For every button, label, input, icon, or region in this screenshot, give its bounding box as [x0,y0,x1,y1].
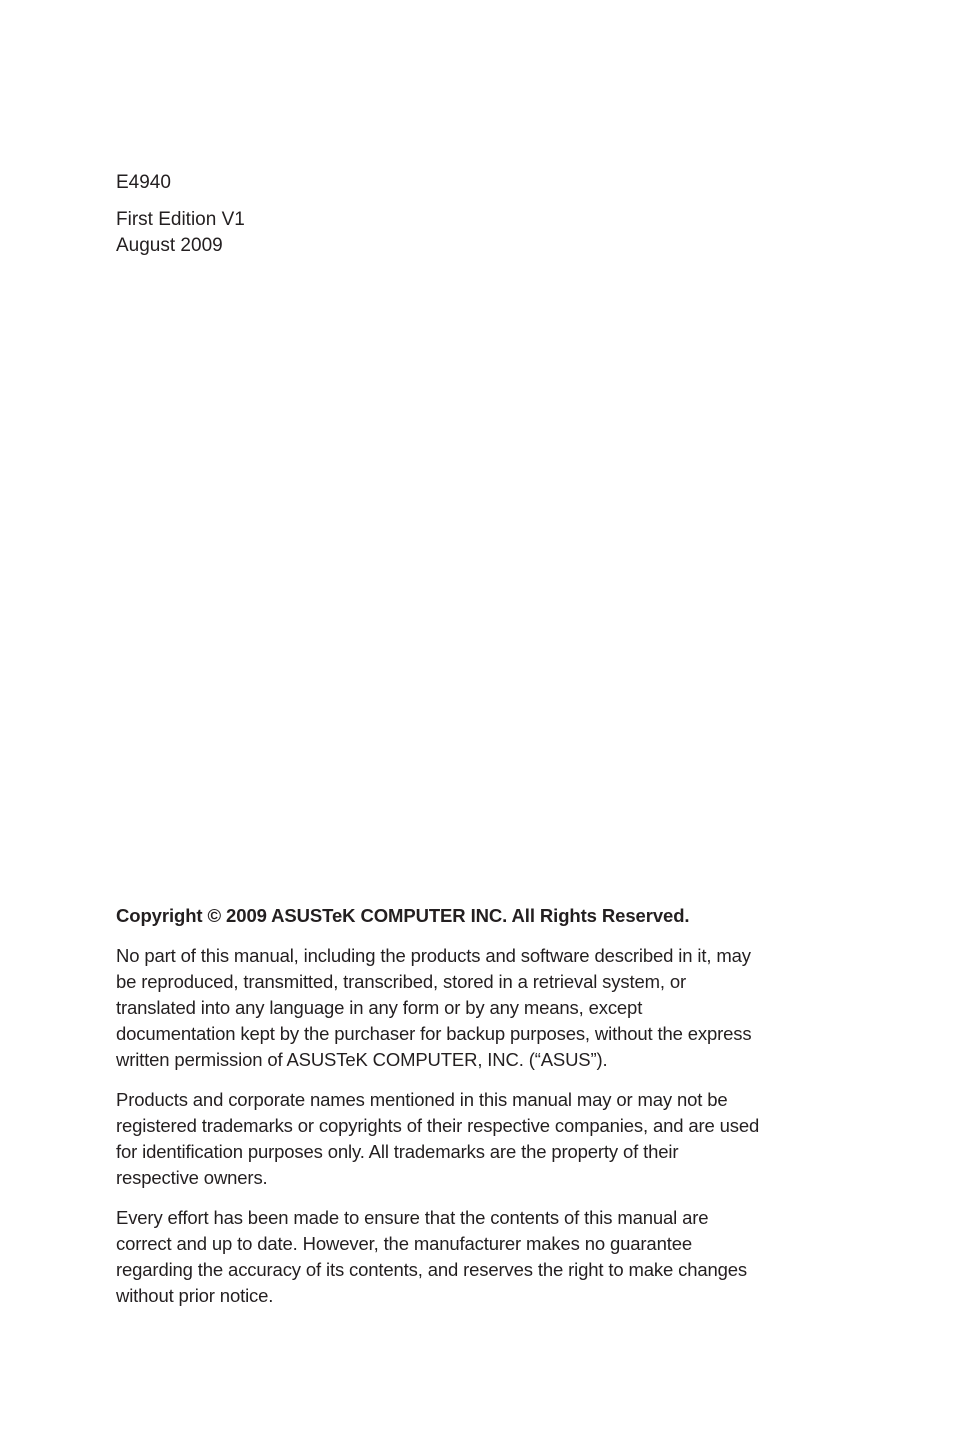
paragraph-line: written permission of ASUSTeK COMPUTER, INC. (“ASUS”). [116,1049,608,1070]
paragraph-line: registered trademarks or copyrights of their respective companies, and are used [116,1115,760,1136]
paragraph-line: documentation kept by the purchaser for backup purposes, without the express [116,1023,752,1044]
paragraph-line: No part of this manual, including the products and software described in it, may [116,945,751,966]
paragraph-line: regarding the accuracy of its contents, and reserves the right to make changes [116,1259,748,1280]
paragraph-line: be reproduced, transmitted, transcribed, stored in a retrieval system, or [116,971,687,992]
paragraph-line: translated into any language in any form or by any means, except [116,997,643,1018]
edition-info [116,207,245,259]
paragraph-line: Products and corporate names mentioned in this manual may or may not be [116,1089,728,1110]
legal-notice [116,903,844,1323]
reproduction-paragraph [116,943,844,1073]
edition-version: First Edition V1 [116,209,245,230]
edition-date: August 2009 [116,235,223,256]
paragraph-line: Every effort has been made to ensure that the contents of this manual are [116,1207,709,1228]
trademarks-paragraph [116,1087,844,1191]
paragraph-line: for identification purposes only. All trademarks are the property of their [116,1141,679,1162]
paragraph-line: without prior notice. [116,1285,274,1306]
paragraph-line: respective owners. [116,1167,268,1188]
copyright-heading: Copyright © 2009 ASUSTeK COMPUTER INC. All Rights Reserved. [116,905,690,926]
paragraph-line: correct and up to date. However, the manufacturer makes no guarantee [116,1233,692,1254]
disclaimer-paragraph [116,1205,844,1309]
document-code: E4940 [116,172,171,193]
